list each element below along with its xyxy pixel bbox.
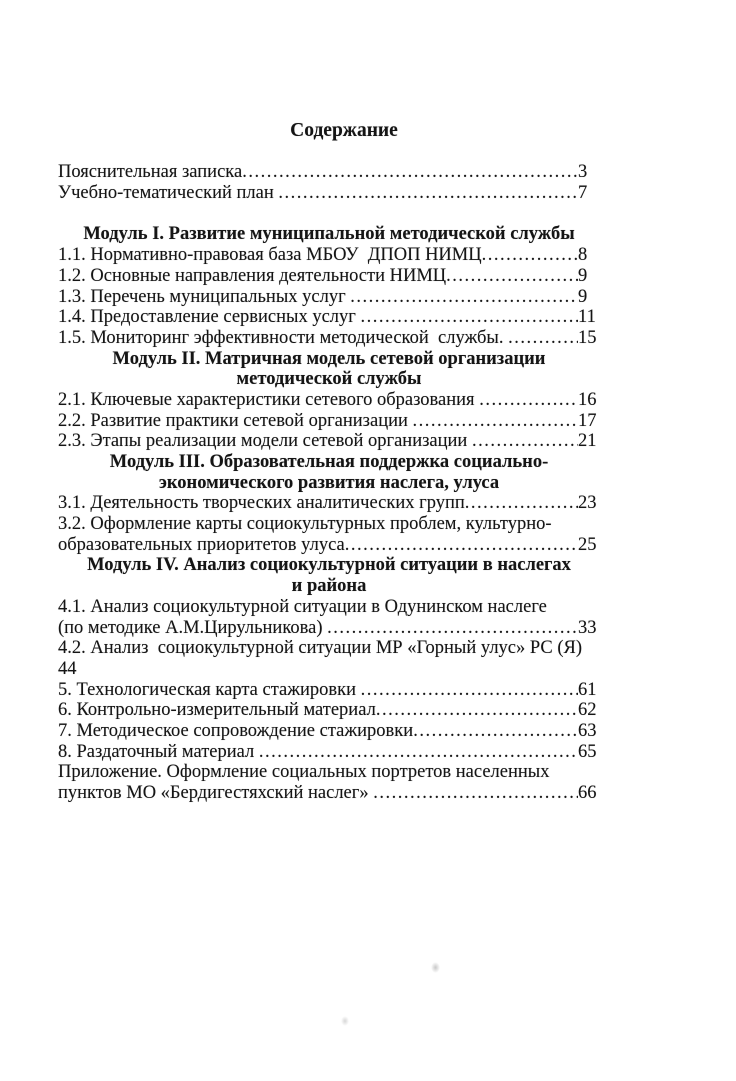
toc-entry-row [58, 307, 600, 328]
toc-page-number: 15 [578, 327, 597, 348]
dot-leader [361, 680, 578, 701]
toc-entry-row [58, 266, 600, 287]
toc-entry-row [58, 411, 600, 432]
toc-module-heading: Модуль II. Матричная модель сетевой организации [112, 348, 546, 369]
dot-leader [278, 183, 578, 204]
toc-entry-text: 8. Раздаточный материал [58, 741, 259, 762]
blank-line [58, 142, 600, 163]
toc-entry-row [58, 783, 600, 804]
toc-module-heading-line2: и района [291, 576, 367, 597]
toc-page-number: 65 [578, 741, 597, 762]
toc-entry-row [58, 183, 600, 204]
toc-entry-text: 1.3. Перечень муниципальных услуг [58, 286, 351, 307]
toc-module-heading-line2: методической службы [236, 369, 422, 390]
toc-entry-text: 2.2. Развитие практики сетевой организации [58, 410, 413, 431]
dot-leader [465, 493, 578, 514]
toc-entry-text: пунктов МО «Бердигестяхский наслег» [58, 783, 374, 803]
dot-leader [350, 287, 578, 308]
toc-page-number: 3 [578, 162, 588, 183]
toc-entry-row [58, 431, 600, 452]
dot-leader [373, 783, 578, 804]
dot-leader [508, 328, 578, 349]
toc-module-heading: Модуль III. Образовательная поддержка социально- [109, 452, 549, 472]
blank-line [58, 204, 600, 225]
toc-page-number: 61 [578, 679, 597, 700]
toc-page-number-orphan: 44 [58, 658, 77, 679]
toc-entry-row [58, 328, 600, 349]
toc-page-number: 25 [578, 534, 597, 555]
toc-page-number: 63 [578, 720, 597, 741]
toc-entry-text: Учебно-тематический план [58, 183, 279, 204]
toc-page-number: 33 [578, 617, 597, 638]
dot-leader [327, 618, 578, 639]
toc-entry-wrap-line: Приложение. Оформление социальных портретов населенных [58, 762, 550, 783]
scan-artifact [431, 962, 440, 973]
toc-entry-text: 7. Методическое сопровождение стажировки [58, 720, 414, 741]
toc-entry-row [58, 680, 600, 701]
toc-entry-text: 2.1. Ключевые характеристики сетевого образования [58, 389, 480, 410]
toc-entry-text: 5. Технологическая карта стажировки [58, 679, 361, 700]
toc-entry-text: образовательных приоритетов улуса [58, 534, 345, 555]
toc-entry-text: 1.1. Нормативно-правовая база МБОУ ДПОП НИМЦ [58, 245, 482, 266]
toc-entry-row [58, 287, 600, 308]
toc-entry-wrap-line: 4.1. Анализ социокультурной ситуации в Одунинском наслеге [58, 596, 547, 617]
dot-leader [361, 307, 579, 328]
toc-page-number: 8 [578, 245, 588, 266]
dot-leader [482, 245, 578, 266]
dot-leader [413, 721, 578, 742]
toc-entry-row [58, 721, 600, 742]
toc-page-number: 16 [578, 389, 597, 410]
toc-entry-text: 6. Контрольно-измерительный материал [58, 700, 376, 721]
toc-page-number: 9 [578, 265, 588, 286]
dot-leader [413, 411, 578, 432]
toc-module-heading-line2: экономического развития наслега, улуса [158, 472, 500, 493]
toc-entry-row [58, 245, 600, 266]
toc-module-heading: Модуль I. Развитие муниципальной методической службы [83, 224, 575, 245]
toc-title: Содержание [290, 120, 398, 141]
toc-page-number: 62 [578, 700, 597, 721]
toc-entry-row [58, 493, 600, 514]
dot-leader [242, 162, 578, 183]
toc-page-number: 21 [578, 431, 597, 452]
toc-page-number: 17 [578, 410, 597, 431]
toc-entry-text: (по методике А.М.Цирульникова) [58, 617, 328, 638]
toc-entry-text: 1.4. Предоставление сервисных услуг [58, 307, 361, 328]
toc-entry-row [58, 390, 600, 411]
toc-page-number: 11 [578, 307, 596, 328]
toc-module-heading: Модуль IV. Анализ социокультурной ситуации в наслегах [87, 555, 571, 576]
dot-leader [376, 700, 578, 721]
toc-entry-row [58, 742, 600, 763]
toc-page-number: 7 [578, 183, 588, 204]
toc-entry-text: 2.3. Этапы реализации модели сетевой организации [58, 431, 472, 452]
toc-entry-text: Пояснительная записка [58, 162, 243, 183]
dot-leader [446, 266, 578, 287]
toc-entry-row [58, 618, 600, 639]
toc-page-number: 9 [578, 286, 588, 307]
toc-entry-row [58, 535, 600, 556]
toc-page-number: 23 [578, 493, 597, 514]
toc-entry-text: 1.2. Основные направления деятельности НИМЦ [58, 265, 447, 286]
dot-leader [345, 535, 578, 556]
toc-entry-wrap-line: 4.2. Анализ социокультурной ситуации МР «Горный улус» РС (Я) [58, 638, 583, 659]
scan-artifact [341, 1016, 349, 1026]
toc-page-number: 66 [578, 783, 597, 803]
toc-entry-text: 3.1. Деятельность творческих аналитических групп [58, 493, 465, 514]
toc-entry-row [58, 162, 600, 183]
dot-leader [479, 390, 578, 411]
table-of-contents [58, 121, 600, 804]
dot-leader [472, 431, 578, 452]
toc-entry-row [58, 700, 600, 721]
dot-leader [259, 742, 578, 763]
toc-entry-text: 1.5. Мониторинг эффективности методической службы. [58, 327, 509, 348]
toc-entry-wrap-line: 3.2. Оформление карты социокультурных проблем, культурно- [58, 514, 552, 535]
